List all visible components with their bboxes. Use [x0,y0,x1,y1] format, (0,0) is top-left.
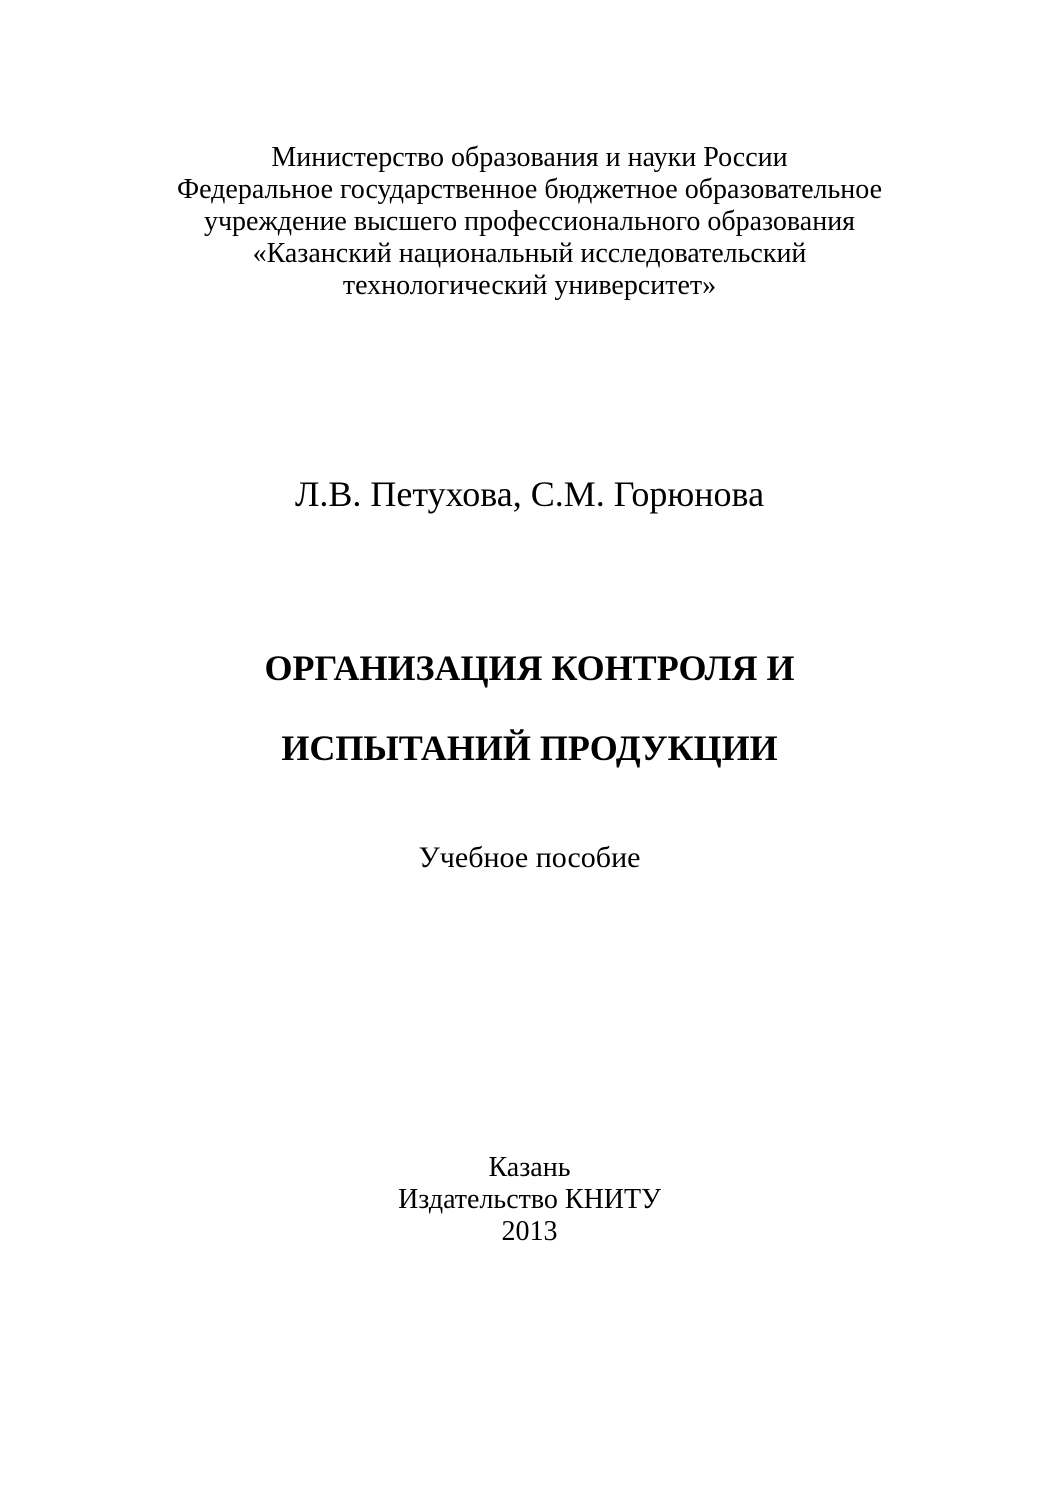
book-title-line-2: ИСПЫТАНИЙ ПРОДУКЦИИ [281,728,778,768]
imprint-year: 2013 [501,1216,558,1247]
authors: Л.В. Петухова, С.М. Горюнова [294,474,765,514]
institution-line-university-type: технологический университет» [342,270,717,301]
imprint-city: Казань [488,1152,571,1183]
imprint-publisher: Издательство КНИТУ [398,1184,661,1215]
institution-line-federal: Федеральное государственное бюджетное образовательное [176,174,883,205]
book-title-line-1: ОРГАНИЗАЦИЯ КОНТРОЛЯ И [264,648,795,688]
institution-line-university-name: «Казанский национальный исследовательский [252,238,807,269]
institution-line-ministry: Министерство образования и науки России [271,142,788,173]
book-subtitle: Учебное пособие [418,841,641,874]
institution-line-establishment: учреждение высшего профессионального образования [203,206,856,237]
